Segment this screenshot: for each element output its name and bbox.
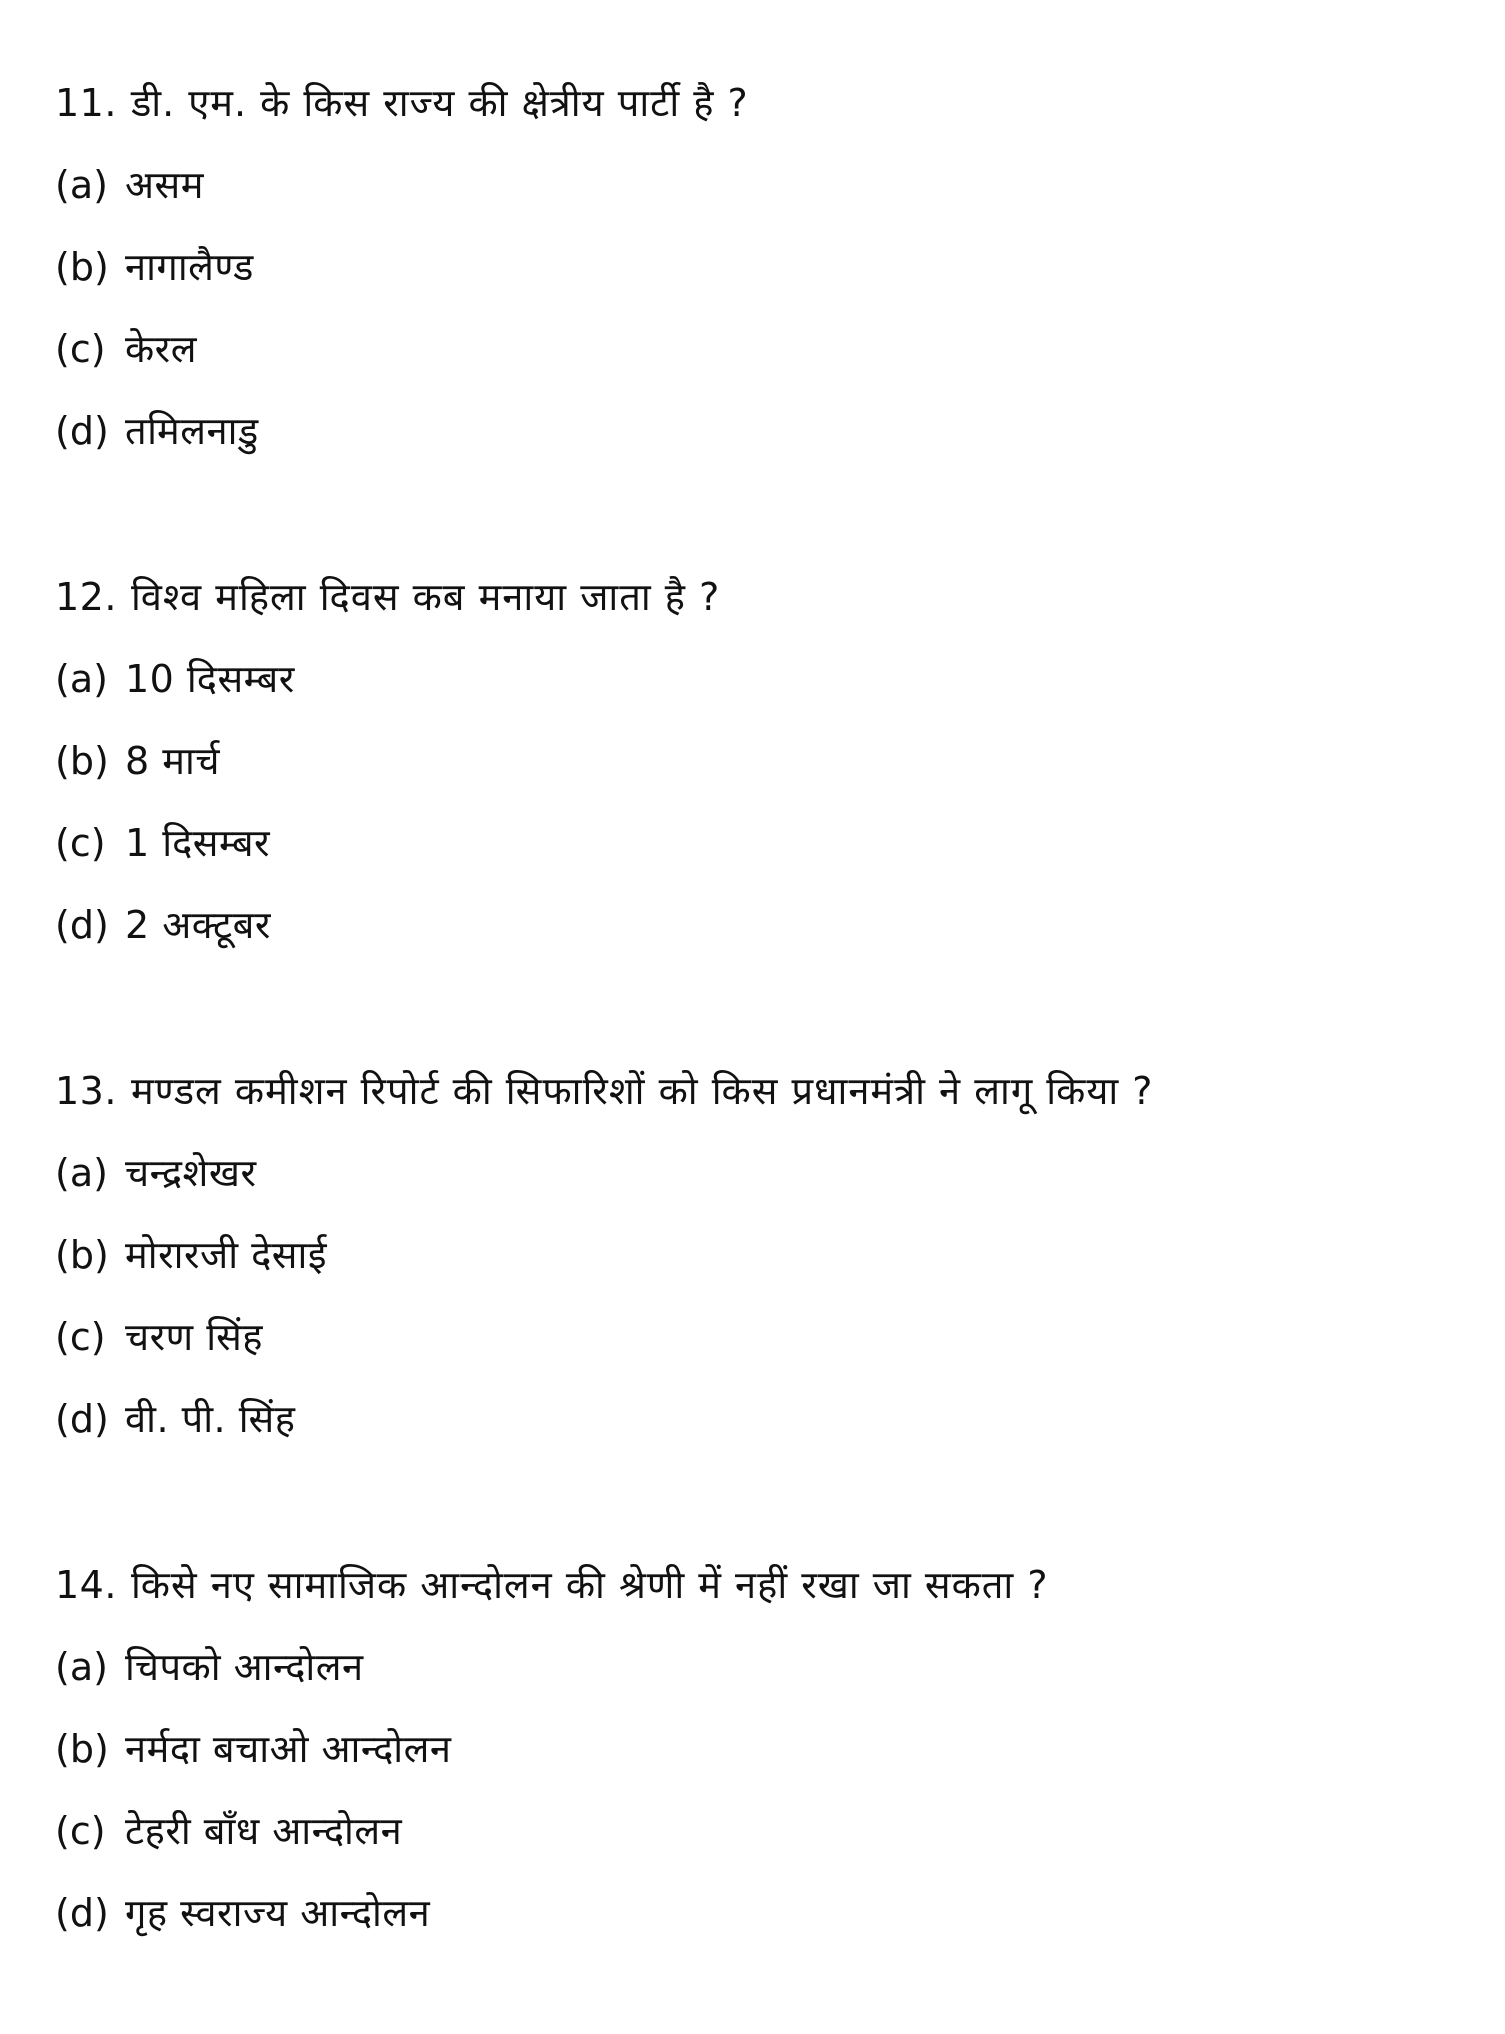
option-label: (c) (55, 1809, 106, 1853)
option-b (55, 1708, 1455, 1790)
option-b (55, 226, 1455, 308)
option-c (55, 802, 1455, 884)
option-text: तमिलनाडु (125, 409, 259, 453)
question-block-13 (55, 1050, 1455, 1460)
question-block-12 (55, 556, 1455, 966)
option-text: 8 मार्च (125, 739, 220, 783)
option-c (55, 1790, 1455, 1872)
option-c (55, 1296, 1455, 1378)
question-line (55, 1544, 1455, 1626)
question-text: डी. एम. के किस राज्य की क्षेत्रीय पार्टी है ? (130, 81, 749, 125)
option-label: (b) (55, 245, 109, 289)
question-text: विश्व महिला दिवस कब मनाया जाता है ? (130, 575, 721, 619)
option-d (55, 390, 1455, 472)
option-label: (c) (55, 327, 106, 371)
option-a (55, 144, 1455, 226)
question-text: मण्डल कमीशन रिपोर्ट की सिफारिशों को किस प्रधानमंत्री ने लागू किया ? (130, 1069, 1154, 1113)
question-line (55, 556, 1455, 638)
option-text: असम (125, 163, 204, 207)
question-number: 12. (55, 575, 117, 619)
option-label: (a) (55, 1645, 108, 1689)
option-label: (b) (55, 1233, 109, 1277)
option-d (55, 1378, 1455, 1460)
option-text: वी. पी. सिंह (125, 1397, 296, 1441)
question-line (55, 1050, 1455, 1132)
option-label: (a) (55, 163, 108, 207)
option-a (55, 1132, 1455, 1214)
option-text: गृह स्वराज्य आन्दोलन (125, 1891, 431, 1935)
option-label: (d) (55, 1397, 109, 1441)
question-block-11 (55, 62, 1455, 472)
option-text: नागालैण्ड (125, 245, 254, 289)
option-c (55, 308, 1455, 390)
option-text: 10 दिसम्बर (125, 657, 295, 701)
option-text: 1 दिसम्बर (125, 821, 271, 865)
option-text: नर्मदा बचाओ आन्दोलन (125, 1727, 452, 1771)
option-label: (b) (55, 1727, 109, 1771)
option-b (55, 720, 1455, 802)
option-label: (b) (55, 739, 109, 783)
option-label: (d) (55, 409, 109, 453)
option-label: (c) (55, 1315, 106, 1359)
question-number: 14. (55, 1563, 117, 1607)
question-text: किसे नए सामाजिक आन्दोलन की श्रेणी में नहीं रखा जा सकता ? (130, 1563, 1049, 1607)
option-label: (a) (55, 657, 108, 701)
option-label: (c) (55, 821, 106, 865)
option-d (55, 1872, 1455, 1954)
option-a (55, 1626, 1455, 1708)
option-text: चन्द्रशेखर (125, 1151, 257, 1195)
option-text: 2 अक्टूबर (125, 903, 271, 947)
option-label: (a) (55, 1151, 108, 1195)
option-d (55, 884, 1455, 966)
question-block-14 (55, 1544, 1455, 1954)
question-number: 11. (55, 81, 117, 125)
option-label: (d) (55, 903, 109, 947)
option-text: केरल (125, 327, 197, 371)
option-text: चिपको आन्दोलन (125, 1645, 364, 1689)
question-number: 13. (55, 1069, 117, 1113)
option-text: मोरारजी देसाई (125, 1233, 327, 1277)
option-label: (d) (55, 1891, 109, 1935)
question-line (55, 62, 1455, 144)
option-a (55, 638, 1455, 720)
option-text: टेहरी बाँध आन्दोलन (125, 1809, 403, 1853)
option-text: चरण सिंह (125, 1315, 263, 1359)
option-b (55, 1214, 1455, 1296)
